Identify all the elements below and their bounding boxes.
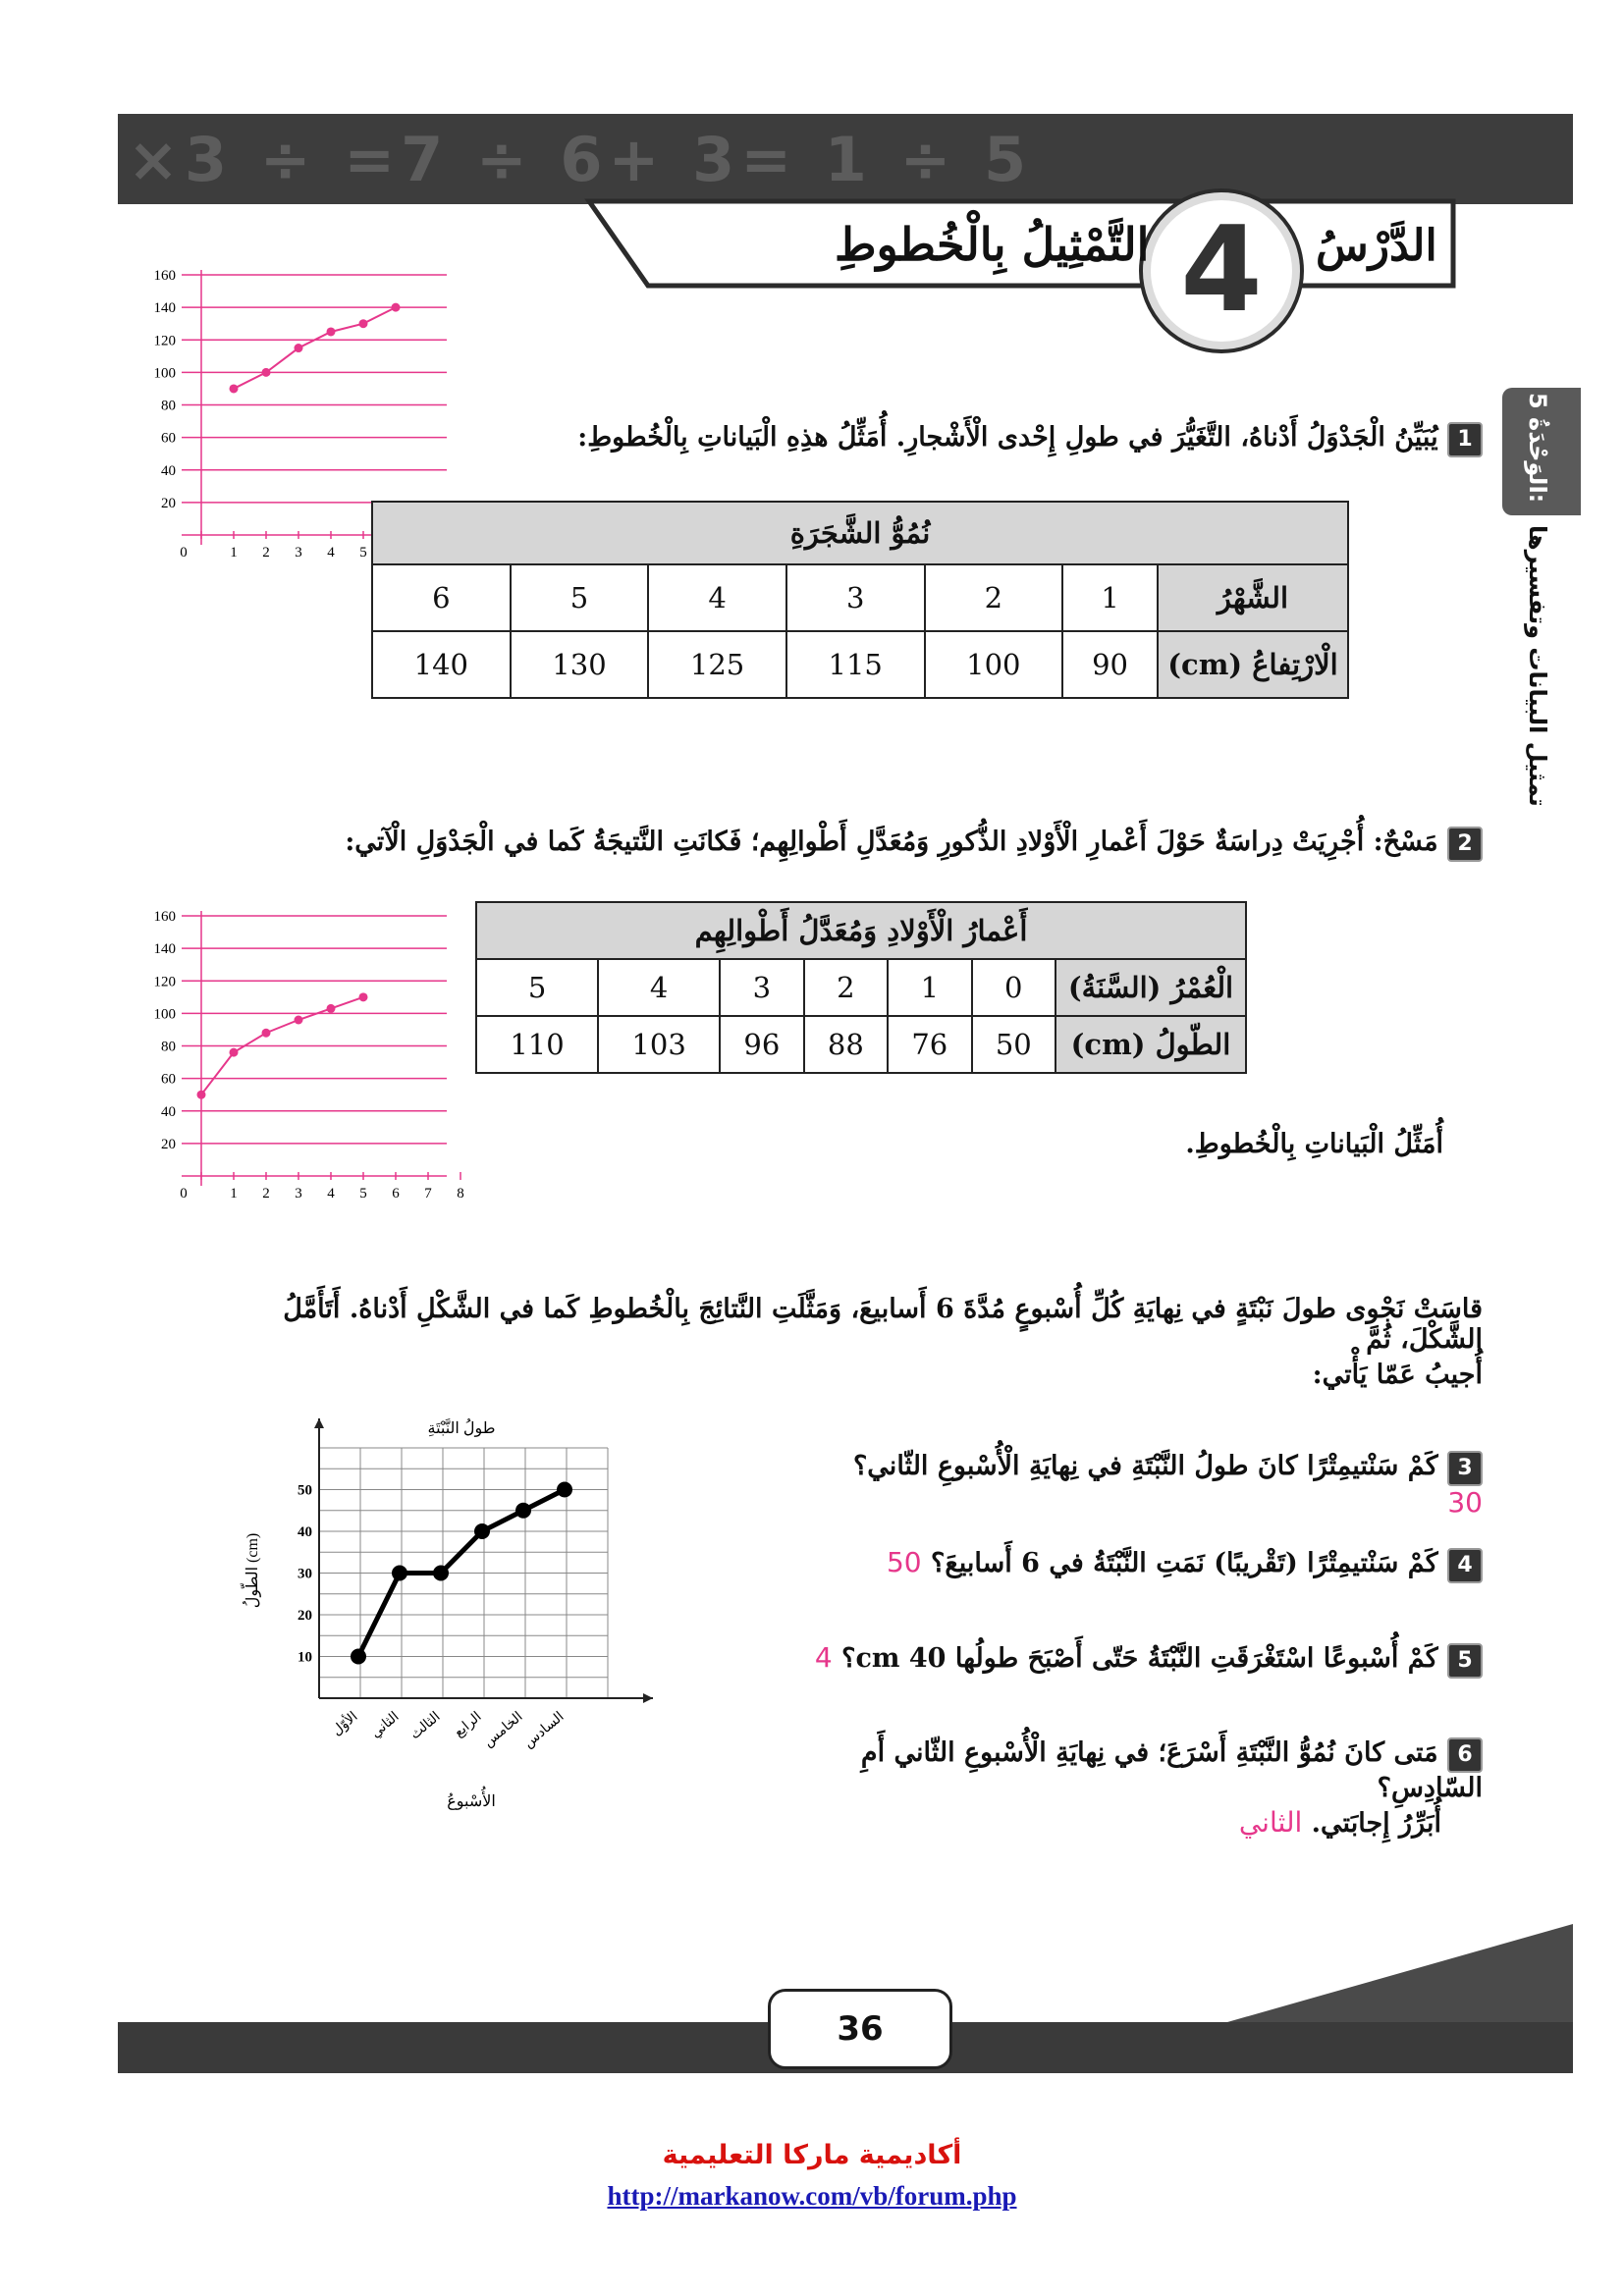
question-4 (884, 1546, 1483, 1583)
table-cell: 88 (804, 1016, 888, 1073)
x-tick-label: 1 (230, 1186, 238, 1201)
table-cell: 76 (888, 1016, 971, 1073)
lesson-word: الدَّرْسُ (1316, 221, 1437, 271)
table-cell: 90 (1062, 631, 1158, 698)
question-6-number: 6 (1447, 1737, 1483, 1773)
y-tick-label: 50 (298, 1482, 312, 1499)
x-tick-label: 4 (327, 545, 335, 561)
header-band (118, 114, 1573, 204)
question-3-answer: 30 (1447, 1486, 1483, 1519)
data-point (359, 319, 368, 328)
data-point (351, 1649, 366, 1665)
question-4-text: كَمْ سَنْتيمِتْرًا (تَقْريبًا) نَمَتِ النَّبْتَةُ في 6 أَسابيعَ؟ (931, 1548, 1438, 1578)
x-tick-label: 2 (262, 545, 270, 561)
tree-growth-table (371, 501, 1349, 699)
y-axis-label: الطّولُ (cm) (244, 1532, 261, 1609)
y-tick-label: 100 (153, 1006, 176, 1023)
y-tick-label: 10 (298, 1649, 312, 1666)
data-point (327, 327, 336, 336)
table-cell: 1 (1062, 564, 1158, 631)
data-point (392, 1566, 407, 1581)
table-1-row1-label: الشَّهْرُ (1158, 564, 1348, 631)
y-tick-label: 30 (298, 1566, 312, 1582)
unit-title: تمثيل البيانات وتفسيرها (1524, 525, 1551, 807)
question-5-text: كَمْ أُسْبوعًا اسْتَغْرَقَتِ النَّبْتَةُ حَتّى أَصْبَحَ طولُها 40 cm؟ (841, 1643, 1438, 1674)
x-tick-label: 8 (457, 1186, 464, 1201)
x-tick-label: الرابع (452, 1709, 485, 1741)
table-cell: 140 (372, 631, 511, 698)
data-point (230, 1048, 239, 1057)
table-cell: 0 (972, 959, 1056, 1016)
x-tick-label: 6 (392, 1186, 400, 1201)
x-tick-label: الثاني (368, 1709, 403, 1741)
question-2-text: مَسْحٌ: أُجْرِيَتْ دِراسَةٌ حَوْلَ أَعْمارِ الْأَوْلادِ الذُّكورِ وَمُعَدَّلِ أَطْوالِهِم؛ فَكانَتِ النَّتيجَةُ كَما في الْجَدْوَلِ الْآتي: (345, 827, 1438, 857)
question-6-text: مَتى كانَ نُمُوُّ النَّبْتَةِ أَسْرَعَ؛ في نِهايَةِ الْأُسْبوعِ الثّاني أَمِ السّادِسِ؟ (860, 1737, 1483, 1803)
x-tick-label: 2 (262, 1186, 270, 1201)
plant-height-chart (226, 1404, 697, 1836)
table-2-row2-label: الطّولُ (cm) (1056, 1016, 1246, 1073)
x-tick-label: 0 (180, 545, 188, 561)
table-cell: 125 (648, 631, 786, 698)
table-cell: 2 (925, 564, 1063, 631)
data-point (295, 1016, 303, 1025)
data-point (359, 992, 368, 1001)
page-number: 36 (768, 1989, 952, 2069)
x-tick-label: الخامس (481, 1709, 526, 1751)
academy-url[interactable]: http://markanow.com/vb/forum.php (607, 2181, 1017, 2211)
data-point (230, 384, 239, 393)
y-tick-label: 40 (161, 1103, 176, 1120)
lesson-title: التَّمْثِيلُ بِالْخُطوطِ (835, 218, 1150, 271)
table-cell: 5 (511, 564, 649, 631)
question-4-answer: 50 (886, 1546, 922, 1578)
table-cell: 6 (372, 564, 511, 631)
data-point (515, 1503, 531, 1519)
table-2-title: أَعْمارُ الْأَوْلادِ وَمُعَدَّلُ أَطْوالِهِم (476, 902, 1246, 959)
question-4-number: 4 (1447, 1548, 1483, 1583)
y-tick-label: 100 (153, 365, 176, 382)
table-cell: 4 (648, 564, 786, 631)
y-tick-label: 80 (161, 1039, 176, 1055)
question-6 (766, 1737, 1483, 1803)
table-cell: 4 (598, 959, 720, 1016)
y-tick-label: 20 (298, 1608, 312, 1624)
question-3-text: كَمْ سَنْتيمِتْرًا كانَ طولُ النَّبْتَةِ في نِهايَةِ الْأُسْبوعِ الثّاني؟ (852, 1451, 1438, 1481)
table-1-title: نُمُوُّ الشَّجَرَةِ (372, 502, 1348, 564)
table-cell: 3 (786, 564, 925, 631)
plant-intro-line-2: أُجيبُ عَمّا يَأْتي: (1312, 1360, 1483, 1390)
header-decoration: ×3 ÷ =7 ÷ 6+ 3= 1 ÷ 5 (128, 124, 1033, 195)
y-tick-label: 20 (161, 495, 176, 511)
table-cell: 3 (720, 959, 803, 1016)
x-tick-label: السادس (520, 1709, 568, 1752)
y-tick-label: 40 (161, 462, 176, 479)
x-tick-label: 0 (180, 1186, 188, 1201)
x-tick-label: 5 (359, 1186, 367, 1201)
table-1-row2-label: الْارْتِفاعُ (cm) (1158, 631, 1348, 698)
table-2-row1-label: الْعُمْرُ (السَّنَةُ) (1056, 959, 1246, 1016)
table-cell: 103 (598, 1016, 720, 1073)
x-tick-label: 3 (295, 1186, 302, 1201)
data-point (197, 1091, 206, 1099)
data-point (433, 1566, 449, 1581)
x-tick-label: الثالث (407, 1709, 444, 1743)
table-cell: 110 (476, 1016, 598, 1073)
data-point (262, 1029, 271, 1038)
x-tick-label: 7 (424, 1186, 432, 1201)
table-cell: 130 (511, 631, 649, 698)
question-6-answer: الثاني (1238, 1806, 1303, 1839)
question-6-line-2 (1080, 1806, 1441, 1839)
footer-wedge (1227, 1924, 1573, 2022)
table-cell: 50 (972, 1016, 1056, 1073)
question-5-answer: 4 (814, 1641, 833, 1674)
chart-2 (137, 891, 464, 1215)
table-cell: 96 (720, 1016, 803, 1073)
data-point (557, 1482, 572, 1498)
table-cell: 100 (925, 631, 1063, 698)
academy-name: أكاديمية ماركا التعليمية (662, 2140, 962, 2170)
y-tick-label: 60 (161, 430, 176, 447)
y-tick-label: 140 (153, 300, 176, 317)
boys-ages-table (475, 901, 1247, 1074)
x-tick-label: الأوّل (329, 1709, 361, 1739)
table-cell: 5 (476, 959, 598, 1016)
y-tick-label: 140 (153, 941, 176, 958)
question-5 (785, 1641, 1483, 1679)
table-cell: 115 (786, 631, 925, 698)
question-1-number: 1 (1447, 422, 1483, 457)
table-cell: 1 (888, 959, 971, 1016)
lesson-number: 4 (1180, 202, 1263, 339)
y-tick-label: 120 (153, 974, 176, 990)
x-tick-label: 5 (359, 545, 367, 561)
y-tick-label: 20 (161, 1136, 176, 1152)
chart-title: طولُ النَّبْتَةِ (427, 1420, 496, 1437)
unit-label: الوَحْدَةُ 5: (1524, 393, 1551, 504)
data-point (295, 344, 303, 352)
question-2 (334, 827, 1483, 862)
question-5-number: 5 (1447, 1643, 1483, 1679)
question-3-number: 3 (1447, 1451, 1483, 1486)
x-axis-label: الأُسْبوعُ (447, 1793, 496, 1810)
question-1-text: يُبَيِّنُ الْجَدْوَلُ أَدْناهُ، التَّغَيُّرَ في طولِ إِحْدى الْأَشْجارِ. أُمَثِّلُ هذِهِ الْبَياناتِ بِالْخُطوطِ: (577, 422, 1438, 453)
question-1 (550, 422, 1483, 457)
y-axis-arrow (314, 1418, 324, 1428)
y-tick-label: 80 (161, 398, 176, 414)
x-tick-label: 4 (327, 1186, 335, 1201)
question-6-justify: أُبَرِّرُ إِجابَتي. (1311, 1808, 1441, 1839)
y-tick-label: 160 (153, 268, 176, 284)
y-tick-label: 160 (153, 909, 176, 925)
y-tick-label: 40 (298, 1524, 312, 1540)
data-point (262, 368, 271, 377)
y-tick-label: 120 (153, 333, 176, 349)
x-axis-arrow (643, 1693, 653, 1703)
x-tick-label: 1 (230, 545, 238, 561)
question-2-number: 2 (1447, 827, 1483, 862)
series-line (234, 307, 396, 389)
question-3 (825, 1451, 1483, 1519)
data-point (327, 1004, 336, 1013)
question-2-instruction: أُمَثِّلُ الْبَياناتِ بِالْخُطوطِ. (1185, 1129, 1443, 1159)
y-tick-label: 60 (161, 1071, 176, 1088)
x-tick-label: 3 (295, 545, 302, 561)
table-cell: 2 (804, 959, 888, 1016)
data-point (474, 1523, 490, 1539)
data-point (392, 303, 401, 312)
plant-intro-line-1: قاسَتْ نَجْوى طولَ نَبْتَةٍ في نِهايَةِ كُلِّ أُسْبوعٍ مُدَّةَ 6 أَسابيعَ، وَمَثَّلَتِ النَّتائِجَ بِالْخُطوطِ كَما في الشَّكْلِ أَدْناهُ. أَتَأَمَّلُ الشَّكْلَ، ثُمَّ (283, 1294, 1483, 1355)
